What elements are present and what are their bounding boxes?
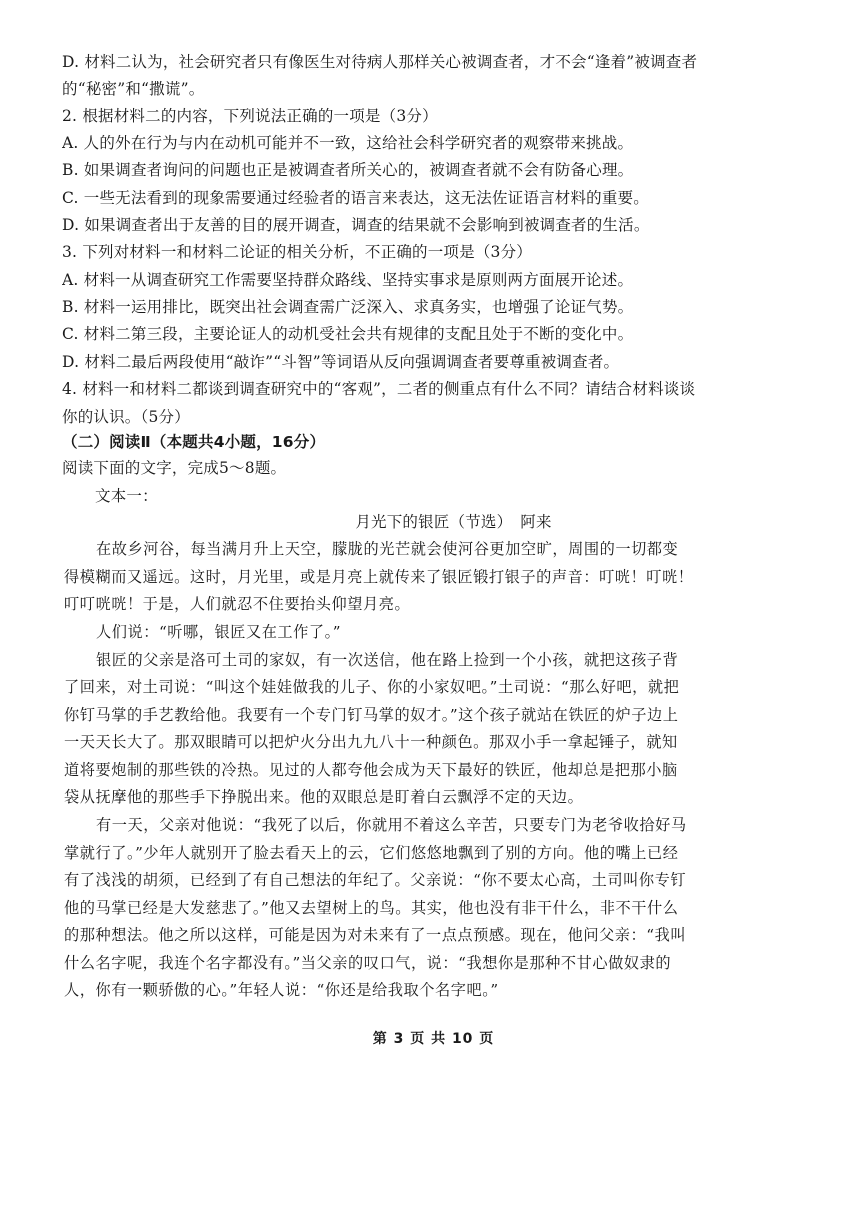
section-instruction: 阅读下面的文字，完成5～8题。 [62,459,287,477]
article-p4-line3: 有了浅浅的胡须，已经到了有自己想法的年纪了。父亲说：“你不要太心高，土司叫你专钉 [64,871,687,889]
article-p4-line5: 的那种想法。他之所以这样，可能是因为对未来有了一点点预感。现在，他问父亲：“我叫 [64,926,687,944]
q4-stem-line1: 4. 材料一和材料二都谈到调查研究中的“客观”，二者的侧重点有什么不同？请结合材料谈谈 [62,380,696,398]
article-p4-line4: 他的马掌已经是大发慈悲了。”他又去望树上的鸟。其实，他也没有非干什么，非不干什么 [64,899,679,917]
article-p3-line6: 袋从抚摩他的那些手下挣脱出来。他的双眼总是盯着白云飘浮不定的天边。 [64,788,584,806]
article-p3-line3: 你钉马掌的手艺教给他。我要有一个专门钉马掌的奴才。”这个孩子就站在铁匠的炉子边上 [64,706,679,724]
q3-stem: 3. 下列对材料一和材料二论证的相关分析，不正确的一项是（3分） [62,243,532,261]
q1-option-d-line2: 的“秘密”和“撒谎”。 [62,80,205,98]
article-p3-line5: 道将要炮制的那些铁的冷热。见过的人都夸他会成为天下最好的铁匠，他却总是把那小脑 [64,761,678,779]
q3-option-b: B. 材料一运用排比，既突出社会调查需广泛深入、求真务实，也增强了论证气势。 [62,298,634,316]
page-number: 第 3 页 共 10 页 [372,1031,495,1047]
article-p1-line3: 叮叮咣咣！于是，人们就忍不住要抬头仰望月亮。 [64,595,411,613]
article-p1-line2: 得模糊而又遥远。这时，月光里，或是月亮上就传来了银匠锻打银子的声音：叮咣！叮咣！ [64,568,694,586]
article-p1-line1: 在故乡河谷，每当满月升上天空，朦胧的光芒就会使河谷更加空旷，周围的一切都变 [96,540,679,558]
article-p4-line2: 掌就行了。”少年人就别开了脸去看天上的云，它们悠悠地飘到了别的方向。他的嘴上已经 [64,844,679,862]
q3-option-d: D. 材料二最后两段使用“敲诈”“斗智”等词语从反向强调调查者要尊重被调查者。 [62,353,620,371]
q4-stem-line2: 你的认识。（5分） [62,408,190,426]
q3-option-c: C. 材料二第三段，主要论证人的动机受社会共有规律的支配且处于不断的变化中。 [62,325,634,343]
article-p3-line2: 了回来，对土司说：“叫这个娃娃做我的儿子、你的小家奴吧。”土司说：“那么好吧，就把 [64,678,680,696]
article-p4-line1: 有一天，父亲对他说：“我死了以后，你就用不着这么辛苦，只要专门为老爷收拾好马 [96,816,687,834]
article-p3-line4: 一天天长大了。那双眼睛可以把炉火分出九九八十一种颜色。那双小手一拿起锤子，就知 [64,733,678,751]
text-label: 文本一： [95,487,158,505]
q2-stem: 2. 根据材料二的内容，下列说法正确的一项是（3分） [62,107,438,125]
q2-option-a: A. 人的外在行为与内在动机可能并不一致，这给社会科学研究者的观察带来挑战。 [62,134,634,152]
article-p3-line1: 银匠的父亲是洛可土司的家奴，有一次送信，他在路上捡到一个小孩，就把这孩子背 [96,651,679,669]
q3-option-a: A. 材料一从调查研究工作需要坚持群众路线、坚持实事求是原则两方面展开论述。 [62,271,634,289]
article-p4-line7: 人，你有一颗骄傲的心。”年轻人说：“你还是给我取个名字吧。” [64,981,499,999]
article-p4-line6: 什么名字呢，我连个名字都没有。”当父亲的叹口气，说：“我想你是那种不甘心做奴隶的 [64,954,672,972]
q2-option-c: C. 一些无法看到的现象需要通过经验者的语言来表达，这无法佐证语言材料的重要。 [62,189,649,207]
q1-option-d-line1: D. 材料二认为，社会研究者只有像医生对待病人那样关心被调查者，才不会“逢着”被调查者 [62,53,698,71]
q2-option-b: B. 如果调查者询问的问题也正是被调查者所关心的，被调查者就不会有防备心理。 [62,161,634,179]
article-title: 月光下的银匠（节选） 阿来 [355,513,552,531]
section-heading: （二）阅读Ⅱ（本题共4小题，16分） [62,433,326,451]
article-p2-line1: 人们说：“听哪，银匠又在工作了。” [96,623,342,641]
q2-option-d: D. 如果调查者出于友善的目的展开调查，调查的结果就不会影响到被调查者的生活。 [62,216,650,234]
